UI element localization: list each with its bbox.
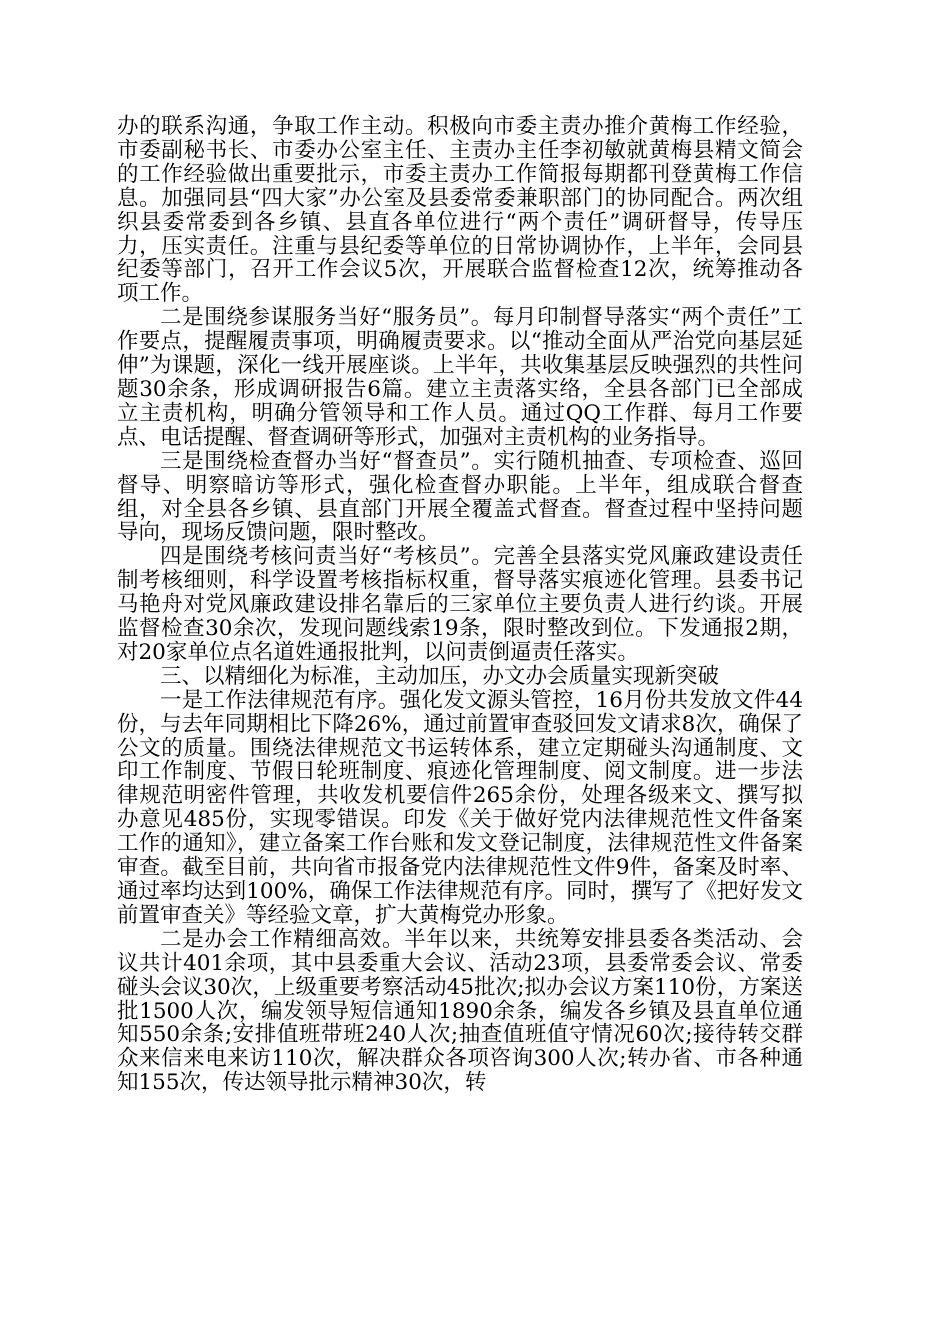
paragraph-continuation: 办的联系沟通，争取工作主动。积极向市委主责办推介黄梅工作经验，市委副秘书长、市委办公室主任、主责办主任李初敏就黄梅县精文简会的工作经验做出重要批示，市委主责办工作简报每期都刊登黄梅工作信息。加强同县“四大家”办公室及县委常委兼职部门的协同配合。两次组织县委常委到各乡镇、县直各单位进行“两个责任”调研督导，传导压力，压实责任。注重与县纪委等单位的日常协调协作，上半年，会同县纪委等部门，召开工作会议5次，开展联合监督检查12次，统筹推动各项工作。 [117,114,803,307]
paragraph-assessment: 四是围绕考核问责当好“考核员”。完善全县落实党风廉政建设责任制考核细则，科学设置考核指标权重，督导落实痕迹化管理。县委书记马艳舟对党风廉政建设排名靠后的三家单位主要负责人进行约谈。开展监督检查30余次，发现问题线索19条，限时整改到位。下发通报2期，对20家单位点名道姓通报批判，以问责倒逼责任落实。 [117,544,803,665]
document-page [117,115,803,1095]
paragraph-inspection: 三是围绕检查督办当好“督查员”。实行随机抽查、专项检查、巡回督导、明察暗访等形式，强化检查督办职能。上半年，组成联合督查组，对全县各乡镇、县直部门开展全覆盖式督查。督查过程中坚持问题导向，现场反馈问题，限时整改。 [117,448,803,546]
paragraph-document-standards: 一是工作法律规范有序。强化发文源头管控，16月份共发放文件44份，与去年同期相比下降26%，通过前置审查驳回发文请求8次，确保了公文的质量。围绕法律规范文书运转体系，建立定期碰头沟通制度、文印工作制度、节假日轮班制度、痕迹化管理制度、阅文制度。进一步法律规范明密件管理，共收发机要信件265余份，处理各级来文、撰写拟办意见485份，实现零错误。印发《关于做好党内法律规范性文件备案工作的通知》，建立备案工作台账和发文登记制度，法律规范性文件备案审查。截至目前，共向省市报备党内法律规范性文件9件，备案及时率、通过率均达到100%，确保工作法律规范有序。同时，撰写了《把好发文前置审查关》等经验文章，扩大黄梅党办形象。 [117,687,803,928]
paragraph-meeting-work: 二是办会工作精细高效。半年以来，共统筹安排县委各类活动、会议共计401余项，其中县委重大会议、活动23项，县委常委会议、常委碰头会议30次，上级重要考察活动45批次;拟办会议方案110份，方案送批1500人次，编发领导短信通知1890余条，编发各乡镇及县直单位通知550余条;安排值班带班240人次;抽查值班值守情况60次;接待转交群众来信来电来访110次，解决群众各项咨询300人次;转办省、市各种通知155次，传达领导批示精神30次，转 [117,926,803,1096]
paragraph-service: 二是围绕参谋服务当好“服务员”。每月印制督导落实“两个责任”工作要点，提醒履责事项，明确履责要求。以“推动全面从严治党向基层延伸”为课题，深化一线开展座谈。上半年，共收集基层反映强烈的共性问题30余条，形成调研报告6篇。建立主责落实络，全县各部门已全部成立主责机构，明确分管领导和工作人员。通过QQ工作群、每月工作要点、电话提醒、督查调研等形式，加强对主责机构的业务指导。 [117,305,803,450]
section-heading-three: 三、以精细化为标准，主动加压，办文办会质量实现新突破 [160,663,720,689]
